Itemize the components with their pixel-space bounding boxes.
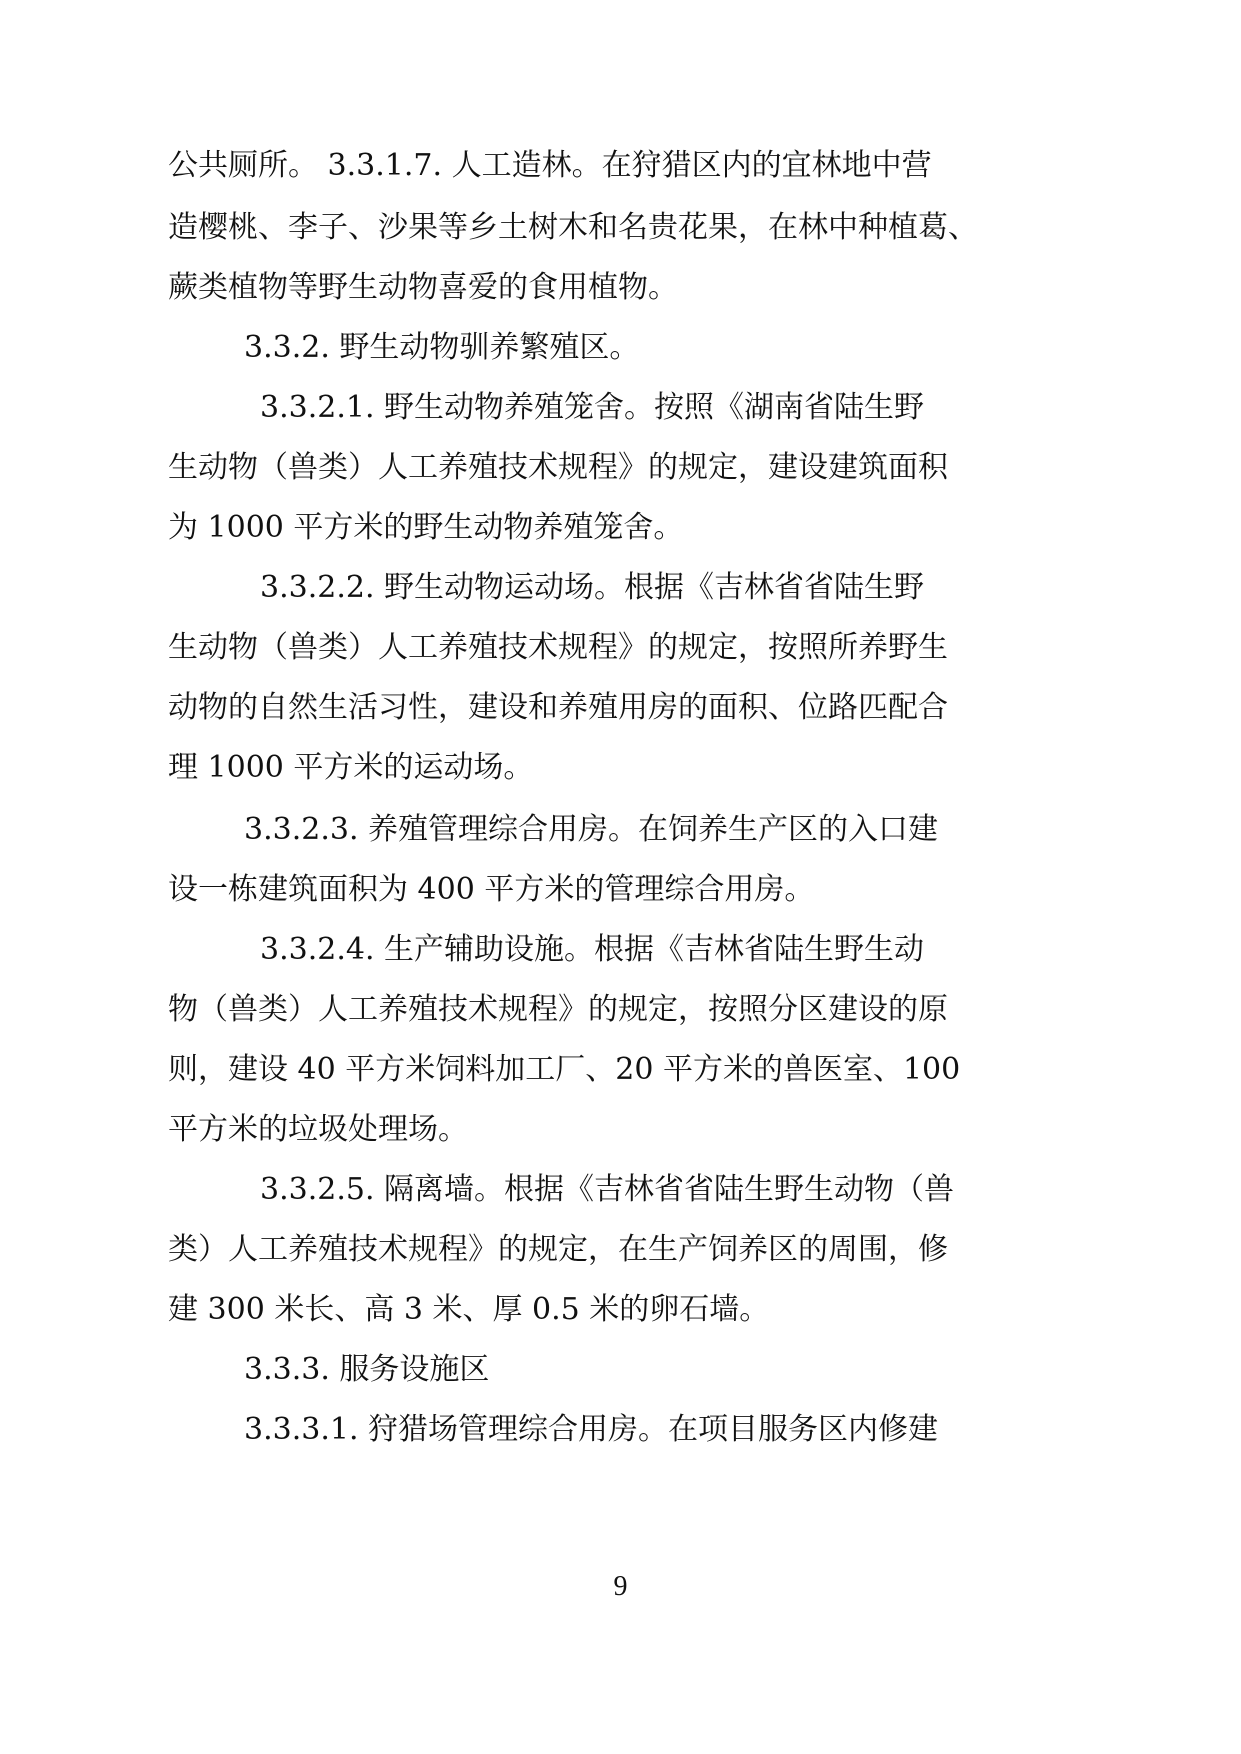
text-line-15: 物（兽类）人工养殖技术规程》的规定，按照分区建设的原 <box>168 992 948 1027</box>
text-line-5: 3.3.2.1. 野生动物养殖笼舍。按照《湖南省陆生野 <box>260 390 925 425</box>
text-line-20: 建 300 米长、高 3 米、厚 0.5 米的卵石墙。 <box>168 1292 770 1327</box>
text-line-19: 类）人工养殖技术规程》的规定，在生产饲养区的周围，修 <box>168 1232 948 1267</box>
section-heading-3-3-2: 3.3.2. 野生动物驯养繁殖区。 <box>244 330 640 365</box>
text-line-7: 为 1000 平方米的野生动物养殖笼舍。 <box>168 510 684 545</box>
text-line-6: 生动物（兽类）人工养殖技术规程》的规定，建设建筑面积 <box>168 450 948 485</box>
text-line-2: 造樱桃、李子、沙果等乡土树木和名贵花果，在林中种植葛、 <box>168 210 978 245</box>
text-line-17: 平方米的垃圾处理场。 <box>168 1112 468 1147</box>
text-line-16: 则，建设 40 平方米饲料加工厂、20 平方米的兽医室、100 <box>168 1052 961 1087</box>
page-number: 9 <box>613 1571 628 1602</box>
text-line-22: 3.3.3.1. 狩猎场管理综合用房。在项目服务区内修建 <box>244 1412 939 1447</box>
text-line-1: 公共厕所。 3.3.1.7. 人工造林。在狩猎区内的宜林地中营 <box>168 148 932 183</box>
text-line-18: 3.3.2.5. 隔离墙。根据《吉林省省陆生野生动物（兽 <box>260 1172 955 1207</box>
section-heading-3-3-3: 3.3.3. 服务设施区 <box>244 1352 490 1387</box>
text-line-11: 理 1000 平方米的运动场。 <box>168 750 534 785</box>
text-line-8: 3.3.2.2. 野生动物运动场。根据《吉林省省陆生野 <box>260 570 925 605</box>
text-line-10: 动物的自然生活习性，建设和养殖用房的面积、位路匹配合 <box>168 690 948 725</box>
text-line-3: 蕨类植物等野生动物喜爱的食用植物。 <box>168 270 678 305</box>
text-line-14: 3.3.2.4. 生产辅助设施。根据《吉林省陆生野生动 <box>260 932 925 967</box>
text-line-9: 生动物（兽类）人工养殖技术规程》的规定，按照所养野生 <box>168 630 948 665</box>
text-line-12: 3.3.2.3. 养殖管理综合用房。在饲养生产区的入口建 <box>244 812 939 847</box>
text-line-13: 设一栋建筑面积为 400 平方米的管理综合用房。 <box>168 872 815 907</box>
